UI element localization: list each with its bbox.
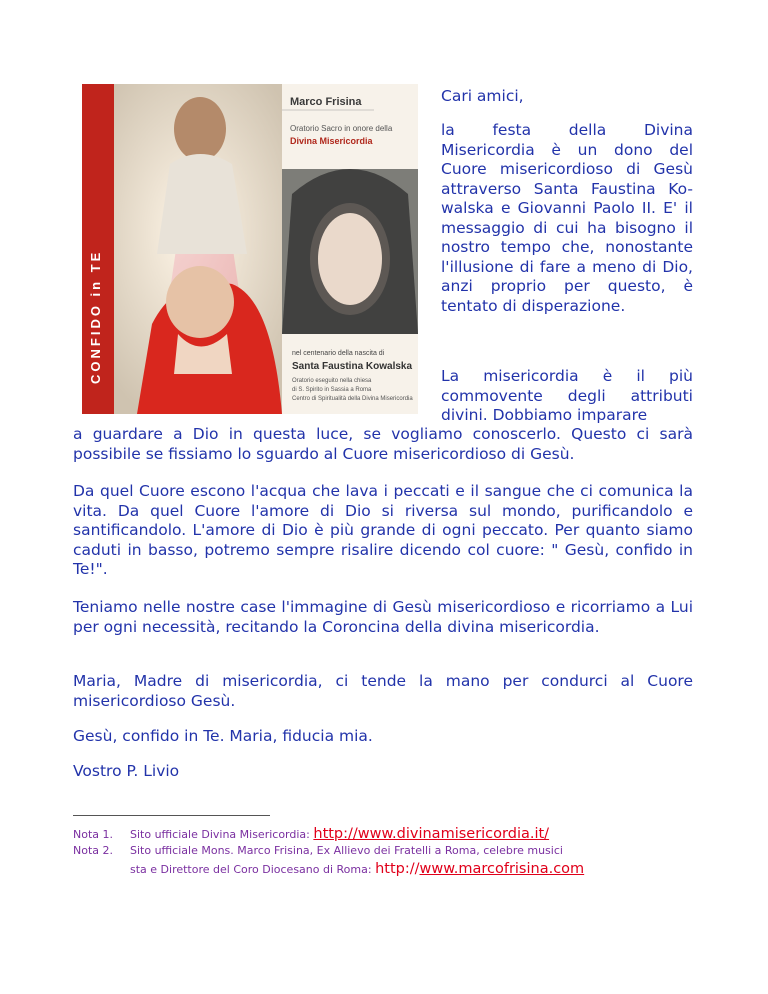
paragraph-1: la festa della Divina Misericordia è un dono del Cuore misericordioso di Gesù attraverso Santa Faustina Ko-walska e Giovanni Paolo II. E' il messaggio di cui ha bisogno il nostro tempo che, nonostante l'illusione di fare a meno di Dio, anzi proprio per questo, è tentato di disperazione. [441,121,693,315]
footnote-1 [73,826,549,842]
paragraph-3: Da quel Cuore escono l'acqua che lava i peccati e il sangue che ci comunica la vita. Da quel Cuore l'amore di Dio si riversa sul mondo, purificandolo e santificandolo. L'amore di Dio è più grande di ogni peccato. Per quanto siamo caduti in basso, potremo sempre risalire dicendo col cuore: " Gesù, confido in Te!". [73,482,693,578]
paragraph-4: Teniamo nelle nostre case l'immagine di Gesù misericordioso e ricorriamo a Lui per ogni necessità, recitando la Coroncina della divina misericordia. [73,598,693,636]
footnote-1-link[interactable]: http://www.divinamisericordia.it/ [313,826,550,842]
footnote-2-text: Sito ufficiale Mons. Marco Frisina, Ex Allievo dei Fratelli a Roma, celebre musici [130,844,563,857]
paragraph-2-start: La misericordia è il più commovente degli attributi divini. Dobbiamo imparare [441,367,693,424]
footnote-2-continued [130,861,584,877]
footnote-2-link-prefix[interactable]: http:// [375,861,420,877]
cover-vertical-text: CONFIDO in TE [88,249,103,384]
cover-title: Divina Misericordia [290,136,373,146]
paragraph-2-end: a guardare a Dio in questa luce, se vogliamo conoscerlo. Questo ci sarà possibile se fissiamo lo sguardo al Cuore misericordioso di Gesù. [73,425,693,463]
cover-line-3: Centro di Spiritualità della Divina Misericordia [292,396,413,402]
album-cover-image [82,84,418,414]
paragraph-6: Gesù, confido in Te. Maria, fiducia mia. [73,727,373,745]
cover-centenary: nel centenario della nascita di [292,350,385,357]
footnote-divider [73,815,270,816]
footnote-2-label: Nota 2. [73,844,114,857]
letter-signature: Vostro P. Livio [73,762,180,780]
footnote-1-text: Sito ufficiale Divina Misericordia: [130,828,314,841]
footnote-2-text-cont: sta e Direttore del Coro Diocesano di Roma: [130,863,376,876]
cover-line-2: di S. Spirito in Sassia a Roma [292,387,372,393]
cover-author: Marco Frisina [290,96,362,108]
letter-greeting: Cari amici, [441,87,524,105]
footnote-2-link[interactable]: www.marcofrisina.com [419,861,585,877]
footnote-2 [73,844,563,857]
cover-subtitle: Oratorio Sacro in onore della [290,124,393,133]
paragraph-5: Maria, Madre di misericordia, ci tende la mano per condurci al Cuore misericordioso Gesù. [73,672,693,710]
footnote-1-label: Nota 1. [73,828,114,841]
cover-saint: Santa Faustina Kowalska [292,361,413,372]
cover-line-1: Oratorio eseguito nella chiesa [292,378,372,384]
